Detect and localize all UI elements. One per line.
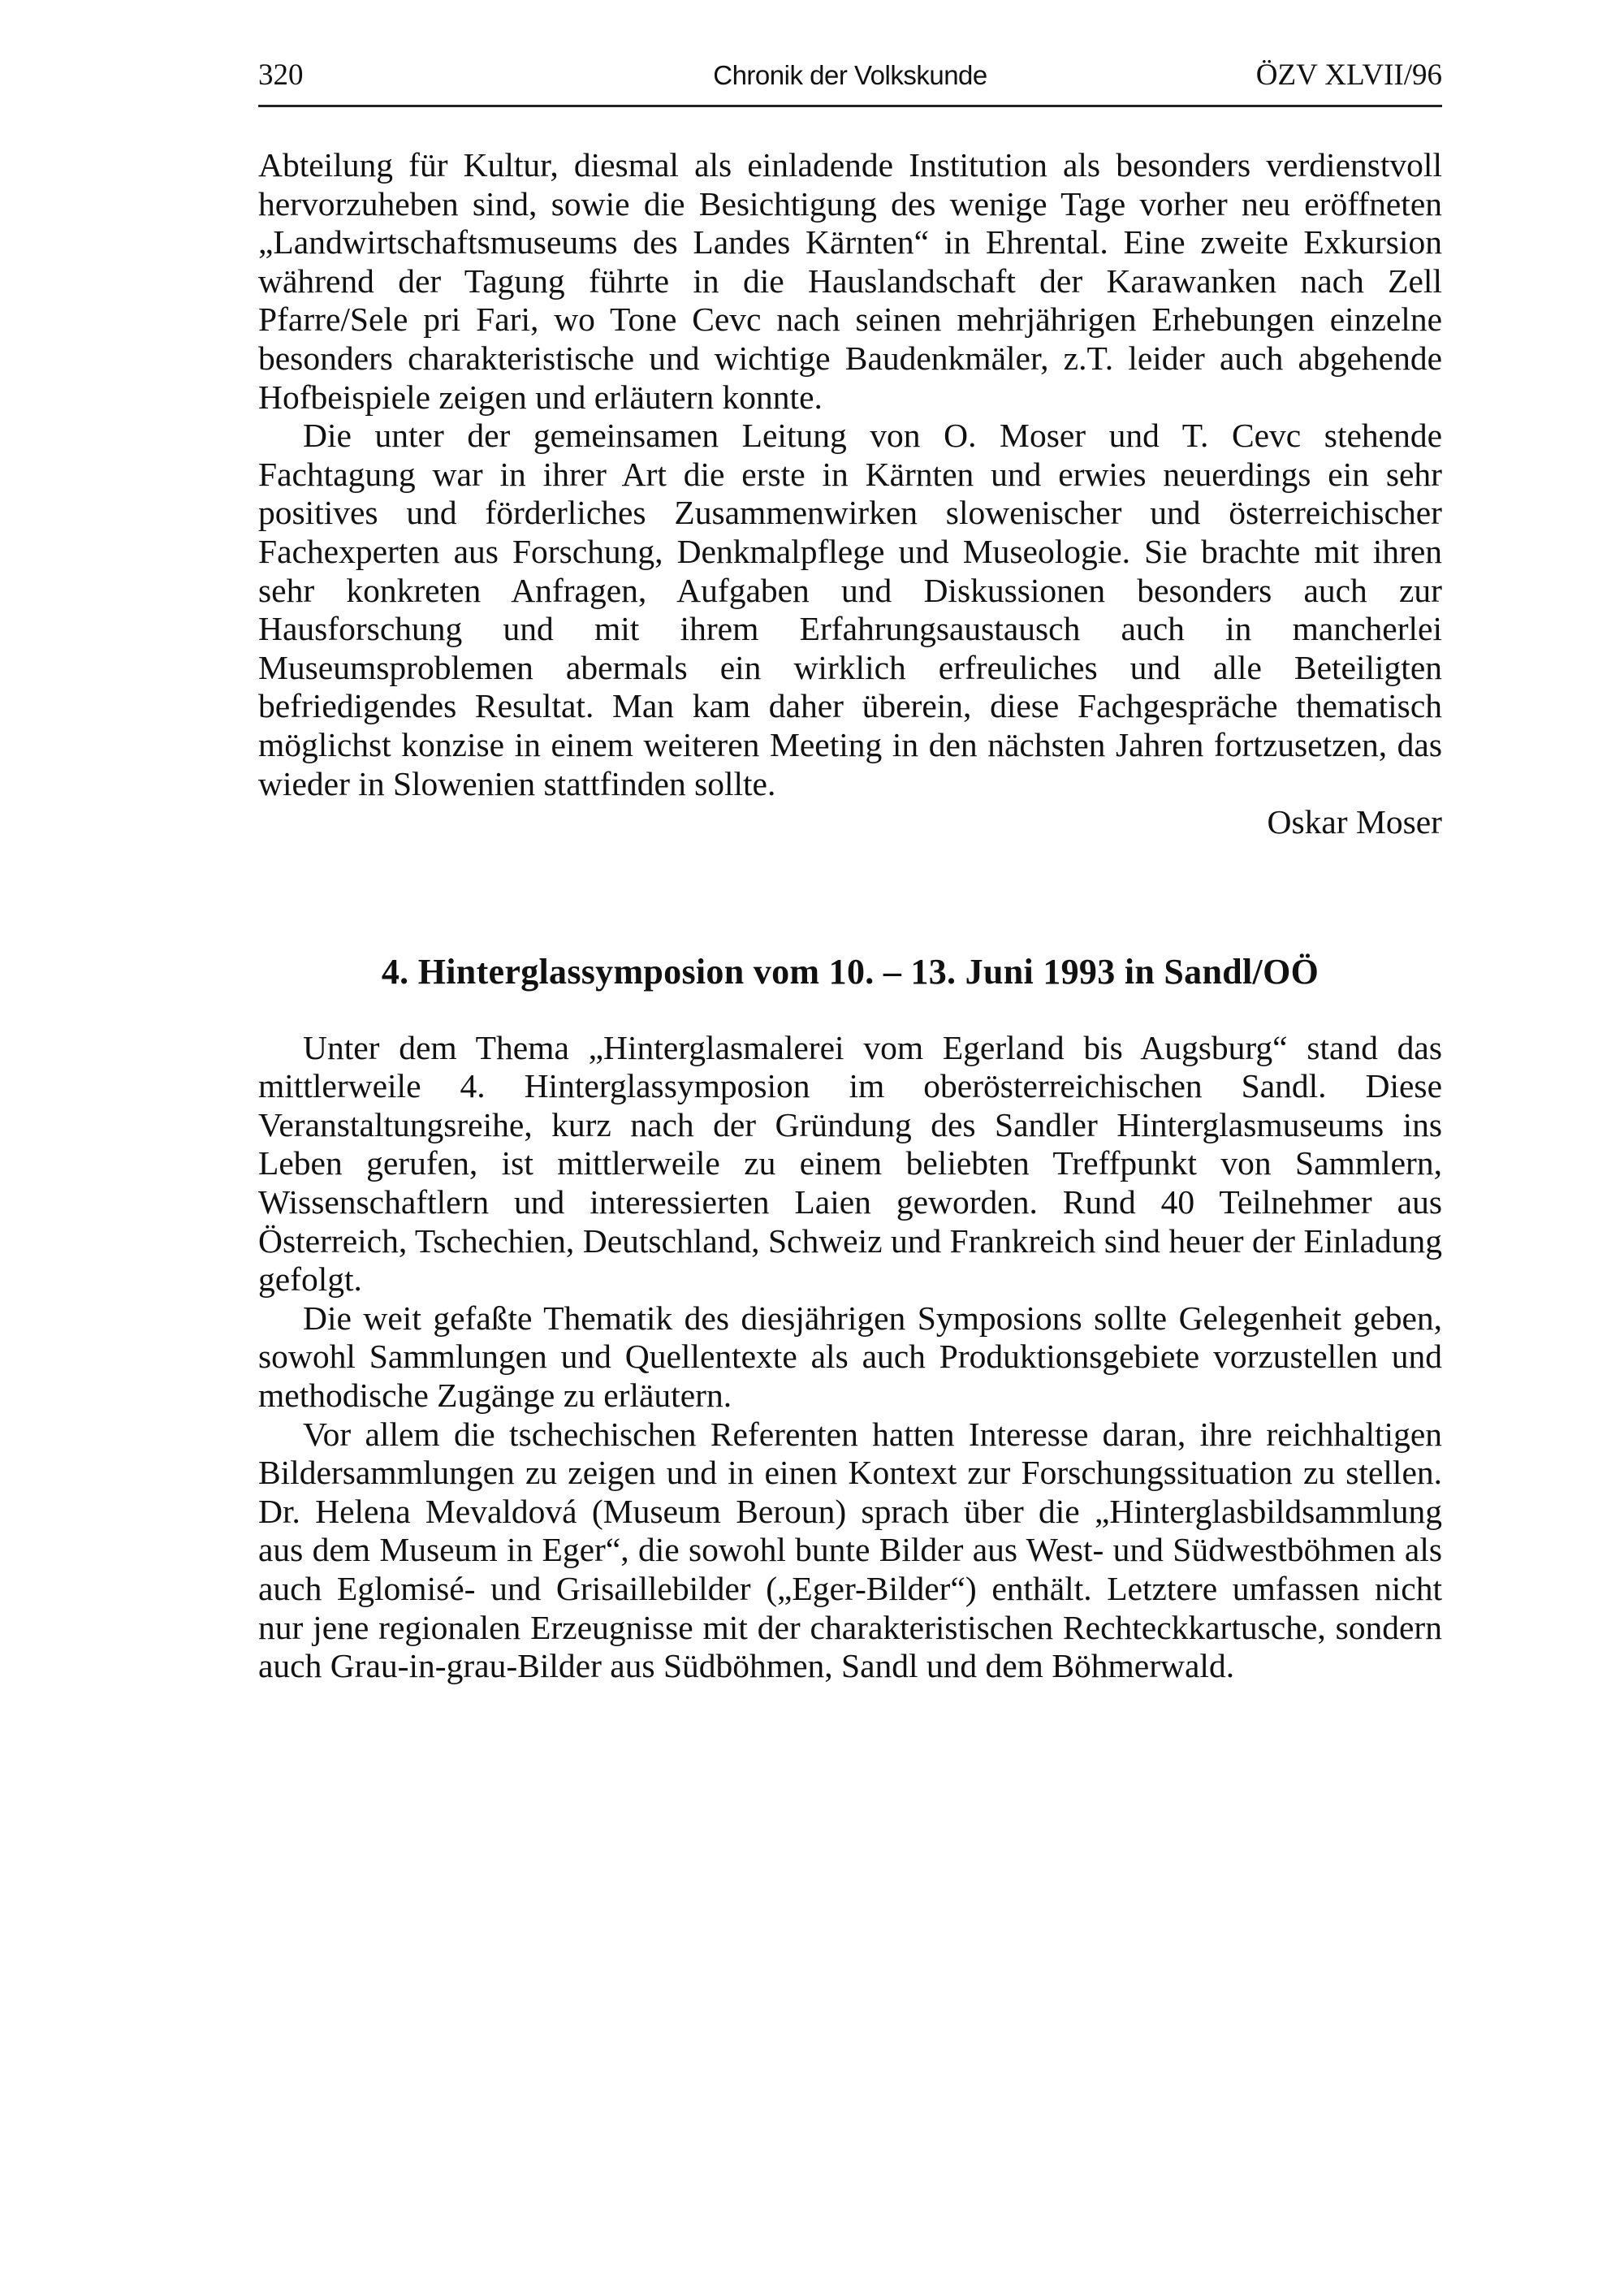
page-number: 320 (258, 58, 304, 92)
paragraph: Die weit gefaßte Thematik des diesjährigen Symposions sollte Gelegenheit geben, sowohl Sammlungen und Quellentexte als auch Produktionsgebiete vorzustellen und methodische Zugänge zu erläutern. (258, 1299, 1442, 1415)
paragraph: Abteilung für Kultur, diesmal als einladende Institution als besonders verdienstvoll hervorzuheben sind, sowie die Besichtigung des wenige Tage vorher neu eröffneten „Landwirtschaftsmuseums des Landes Kärnten“ in Ehrental. Eine zweite Exkursion während der Tagung führte in die Hauslandschaft der Karawanken nach Zell Pfarre/Sele pri Fari, wo Tone Cevc nach seinen mehrjährigen Erhebungen einzelne besonders charakteristische und wichtige Baudenkmäler, z.T. leider auch abgehende Hofbeispiele zeigen und erläutern konnte. (258, 146, 1442, 416)
section-heading: 4. Hinterglassymposion vom 10. – 13. Juni 1993 in Sandl/OÖ (381, 951, 1320, 992)
running-header (258, 55, 1442, 96)
paragraph: Die unter der gemeinsamen Leitung von O. Moser und T. Cevc stehende Fachtagung war in ihrer Art die erste in Kärnten und erwies neuerdings ein sehr positives und förderliches Zusammenwirken slowenischer und österreichischer Fachexperten aus Forschung, Denkmalpflege und Museologie. Sie brachte mit ihren sehr konkreten Anfragen, Aufgaben und Diskussionen besonders auch zur Hausforschung und mit ihrem Erfahrungsaustausch auch in mancherlei Museumsproblemen abermals ein wirklich erfreuliches und alle Beteiligten befriedigendes Resultat. Man kam daher überein, diese Fachgespräche thematisch möglichst konzise in einem weiteren Meeting in den nächsten Jahren fortzusetzen, das wieder in Slowenien stattfinden sollte. (258, 417, 1442, 802)
paragraph: Unter dem Thema „Hinterglasmalerei vom Egerland bis Augsburg“ stand das mittlerweile 4. Hinterglassymposion im oberösterreichischen Sandl. Diese Veranstaltungsreihe, kurz nach der Gründung des Sandler Hinterglasmuseums ins Leben gerufen, ist mittlerweile zu einem beliebten Treffpunkt von Sammlern, Wissenschaftlern und interessierten Laien geworden. Rund 40 Teilnehmer aus Österreich, Tschechien, Deutschland, Schweiz und Frankreich sind heuer der Einladung gefolgt. (258, 1028, 1442, 1299)
running-title: Chronik der Volkskunde (713, 60, 987, 90)
header-rule (258, 105, 1442, 107)
article-body (258, 146, 1442, 1686)
paragraph: Vor allem die tschechischen Referenten hatten Interesse daran, ihre reichhaltigen Bildersammlungen zu zeigen und in einen Kontext zur Forschungssituation zu stellen. Dr. Helena Mevaldová (Museum Beroun) sprach über die „Hinterglasbildsammlung aus dem Museum in Eger“, die sowohl bunte Bilder aus West- und Südwestböhmen als auch Eglomisé- und Grisaillebilder („Eger-Bilder“) enthält. Letztere umfassen nicht nur jene regionalen Erzeugnisse mit der charakteristischen Rechteckkartusche, sondern auch Grau-in-grau-Bilder aus Südböhmen, Sandl und dem Böhmerwald. (258, 1415, 1442, 1685)
author-signature: Oskar Moser (1267, 803, 1442, 841)
section-body (258, 1029, 1442, 1686)
journal-volume: ÖZV XLVII/96 (1255, 58, 1442, 92)
